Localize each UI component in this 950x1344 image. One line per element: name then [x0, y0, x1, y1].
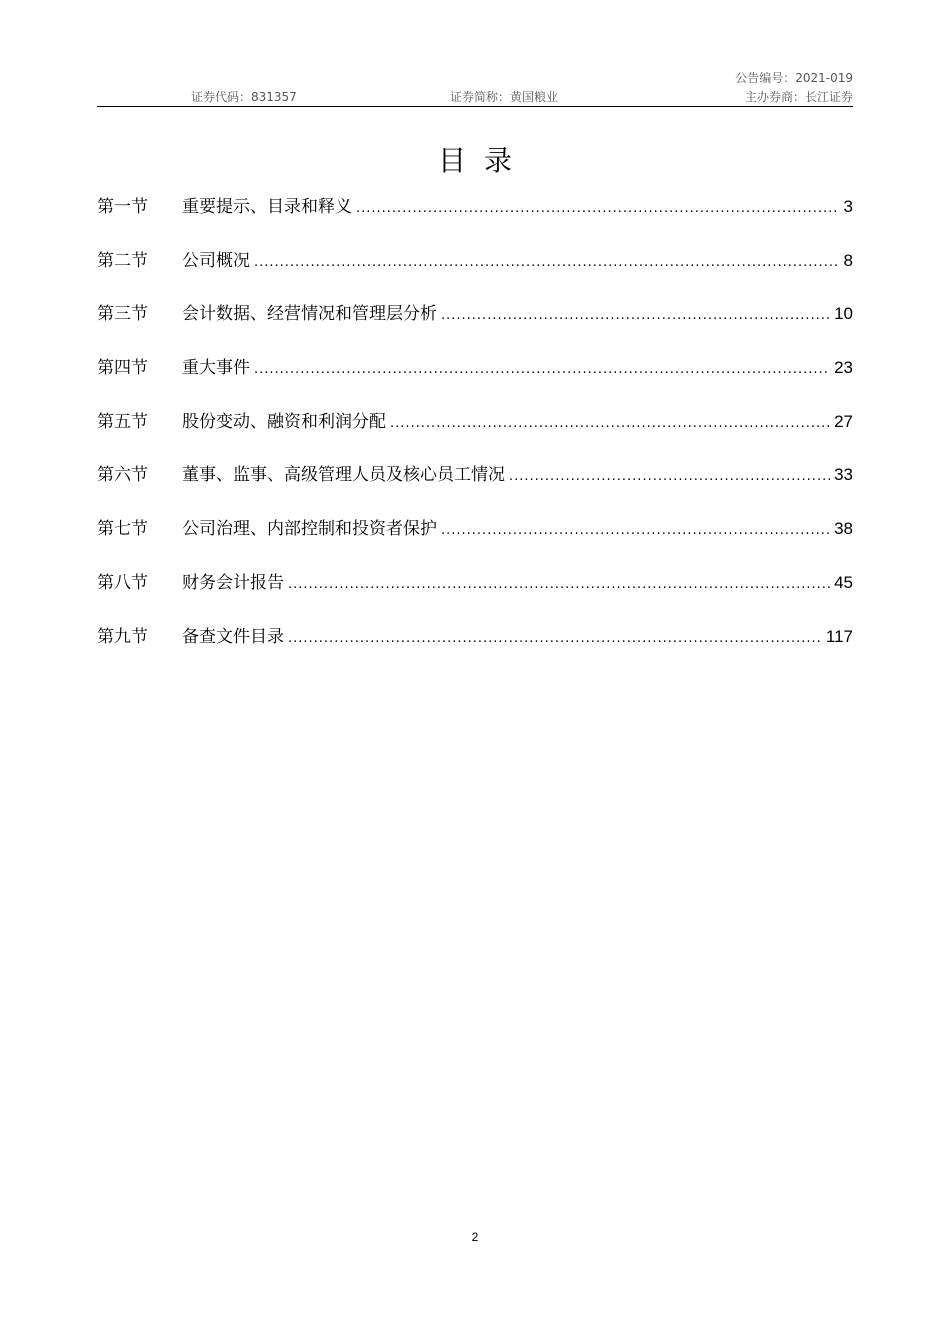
toc-section-number: 第九节: [97, 626, 148, 647]
document-header: [97, 88, 853, 106]
toc-section-number: 第六节: [97, 465, 148, 486]
page-title: 目录: [437, 143, 530, 177]
toc-section-title: 重大事件: [182, 358, 250, 379]
toc-section-title: 公司治理、内部控制和投资者保护: [182, 519, 437, 540]
table-of-contents: [97, 190, 853, 673]
toc-entry[interactable]: [97, 566, 853, 620]
toc-entry[interactable]: [97, 405, 853, 459]
toc-section-title: 财务会计报告: [182, 572, 284, 593]
toc-dot-leader: [288, 568, 830, 602]
toc-section-number: 第八节: [97, 572, 148, 593]
toc-dot-leader: [288, 622, 822, 656]
toc-page-number: 33: [834, 465, 853, 485]
toc-entry[interactable]: [97, 512, 853, 566]
toc-dot-leader: [441, 514, 830, 548]
announcement-number: 公告编号：2021-019: [735, 71, 853, 85]
toc-dot-leader: [254, 353, 830, 387]
page-number: 2: [471, 1230, 479, 1244]
toc-page-number: 10: [834, 304, 853, 324]
toc-section-number: 第一节: [97, 197, 148, 217]
toc-dot-leader: [509, 460, 830, 494]
toc-section-number: 第七节: [97, 519, 148, 540]
toc-section-number: 第二节: [97, 250, 148, 271]
toc-dot-leader: [254, 246, 840, 280]
toc-page-number: 117: [825, 626, 853, 646]
toc-page-number: 27: [834, 411, 853, 431]
toc-section-number: 第三节: [97, 304, 148, 325]
toc-page-number: 45: [834, 572, 853, 592]
stock-abbreviation: 证券简称：黄国粮业: [450, 90, 559, 104]
toc-entry[interactable]: [97, 458, 853, 512]
header-divider: [97, 106, 853, 107]
toc-entry[interactable]: [97, 297, 853, 351]
toc-section-title: 公司概况: [182, 250, 250, 271]
toc-section-title: 会计数据、经营情况和管理层分析: [182, 304, 437, 325]
toc-dot-leader: [356, 192, 840, 226]
toc-page-number: 38: [834, 519, 853, 539]
toc-section-title: 股份变动、融资和利润分配: [182, 411, 386, 432]
toc-section-title: 重要提示、目录和释义: [182, 197, 352, 217]
toc-section-number: 第四节: [97, 358, 148, 379]
toc-entry[interactable]: [97, 351, 853, 405]
toc-section-number: 第五节: [97, 411, 148, 432]
toc-page-number: 3: [843, 197, 853, 216]
toc-page-number: 23: [834, 358, 853, 378]
toc-entry[interactable]: [97, 620, 853, 674]
sponsor-broker: 主办券商：长江证券: [744, 90, 853, 104]
toc-page-number: 8: [843, 250, 853, 270]
toc-dot-leader: [390, 407, 830, 441]
toc-section-title: 董事、监事、高级管理人员及核心员工情况: [182, 465, 505, 486]
toc-section-title: 备查文件目录: [182, 626, 284, 647]
stock-code: 证券代码：831357: [191, 90, 297, 104]
toc-dot-leader: [441, 299, 830, 333]
toc-entry[interactable]: [97, 190, 853, 244]
toc-entry[interactable]: [97, 244, 853, 298]
